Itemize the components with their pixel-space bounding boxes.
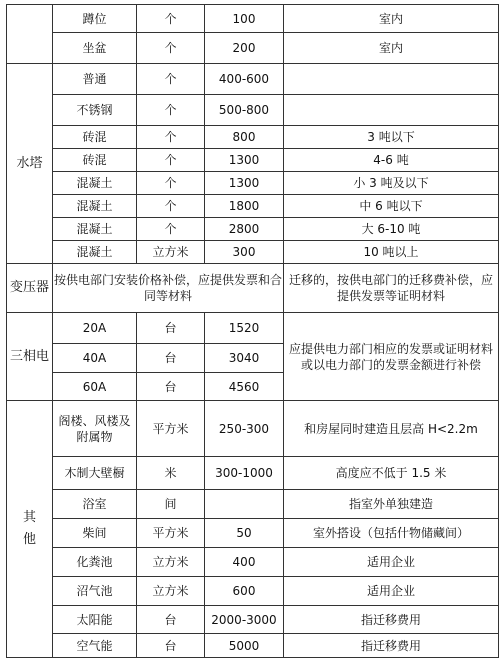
table-row (7, 126, 499, 149)
item-price: 3040 (205, 344, 284, 373)
item-unit: 台 (137, 373, 205, 401)
item-price: 400-600 (205, 64, 284, 95)
item-note: 中 6 吨以下 (284, 195, 499, 218)
item-name: 不锈钢 (53, 95, 137, 126)
item-price: 500-800 (205, 95, 284, 126)
item-note: 10 吨以上 (284, 241, 499, 264)
item-unit: 个 (137, 172, 205, 195)
item-name: 太阳能 (53, 606, 137, 634)
item-name: 混凝土 (53, 195, 137, 218)
item-price: 200 (205, 33, 284, 64)
item-name: 浴室 (53, 490, 137, 519)
table-row (7, 519, 499, 548)
item-note: 指室外单独建造 (284, 490, 499, 519)
item-note: 3 吨以下 (284, 126, 499, 149)
table-row (7, 218, 499, 241)
item-unit: 立方米 (137, 577, 205, 606)
item-unit: 台 (137, 344, 205, 373)
table-row (7, 5, 499, 33)
table-row (7, 606, 499, 634)
table-row (7, 264, 499, 313)
category-cell (7, 5, 53, 64)
item-name: 60A (53, 373, 137, 401)
item-price: 600 (205, 577, 284, 606)
table-row (7, 490, 499, 519)
item-note: 指迁移费用 (284, 606, 499, 634)
item-unit: 台 (137, 606, 205, 634)
item-price: 2000-3000 (205, 606, 284, 634)
transformer-install-note: 按供电部门安装价格补偿，应提供发票和合同等材料 (53, 264, 284, 313)
table-row (7, 149, 499, 172)
item-unit: 平方米 (137, 519, 205, 548)
table-row (7, 64, 499, 95)
item-price: 1520 (205, 313, 284, 344)
compensation-table (6, 4, 499, 658)
table-row (7, 172, 499, 195)
item-unit: 个 (137, 33, 205, 64)
item-name: 柴间 (53, 519, 137, 548)
category-other: 其 他 (7, 401, 53, 658)
item-unit: 台 (137, 313, 205, 344)
item-note: 室内 (284, 33, 499, 64)
item-price (205, 490, 284, 519)
item-note: 适用企业 (284, 548, 499, 577)
item-price: 50 (205, 519, 284, 548)
item-unit: 个 (137, 149, 205, 172)
item-name: 化粪池 (53, 548, 137, 577)
item-name: 沼气池 (53, 577, 137, 606)
category-three-phase: 三相电 (7, 313, 53, 401)
item-unit: 平方米 (137, 401, 205, 457)
item-unit: 个 (137, 95, 205, 126)
item-name: 坐盆 (53, 33, 137, 64)
item-unit: 米 (137, 457, 205, 490)
item-price: 1300 (205, 149, 284, 172)
item-price: 800 (205, 126, 284, 149)
item-note: 小 3 吨及以下 (284, 172, 499, 195)
item-note: 适用企业 (284, 577, 499, 606)
three-phase-note: 应提供电力部门相应的发票或证明材料或以电力部门的发票金额进行补偿 (284, 313, 499, 401)
item-unit: 个 (137, 64, 205, 95)
item-name: 混凝土 (53, 241, 137, 264)
item-price: 300 (205, 241, 284, 264)
table-row (7, 313, 499, 344)
item-price: 1300 (205, 172, 284, 195)
item-name: 蹲位 (53, 5, 137, 33)
item-name: 砖混 (53, 149, 137, 172)
item-unit: 个 (137, 195, 205, 218)
table-row (7, 401, 499, 457)
item-price: 2800 (205, 218, 284, 241)
item-note: 高度应不低于 1.5 米 (284, 457, 499, 490)
item-price: 4560 (205, 373, 284, 401)
table-row (7, 634, 499, 658)
item-name: 阁楼、风楼及附属物 (53, 401, 137, 457)
item-unit: 间 (137, 490, 205, 519)
table-row (7, 33, 499, 64)
item-note (284, 95, 499, 126)
item-unit: 个 (137, 218, 205, 241)
item-note: 室内 (284, 5, 499, 33)
category-water-tower: 水塔 (7, 64, 53, 264)
table-row (7, 95, 499, 126)
item-unit: 个 (137, 126, 205, 149)
item-name: 混凝土 (53, 172, 137, 195)
item-price: 300-1000 (205, 457, 284, 490)
table-row (7, 241, 499, 264)
item-note: 4-6 吨 (284, 149, 499, 172)
table-row (7, 195, 499, 218)
item-name: 40A (53, 344, 137, 373)
item-name: 砖混 (53, 126, 137, 149)
item-name: 普通 (53, 64, 137, 95)
item-name: 空气能 (53, 634, 137, 658)
item-note: 指迁移费用 (284, 634, 499, 658)
item-name: 混凝土 (53, 218, 137, 241)
table-row (7, 577, 499, 606)
table-row (7, 457, 499, 490)
item-note: 室外搭设（包括什物储藏间） (284, 519, 499, 548)
item-price: 5000 (205, 634, 284, 658)
item-unit: 立方米 (137, 548, 205, 577)
category-transformer: 变压器 (7, 264, 53, 313)
item-price: 250-300 (205, 401, 284, 457)
transformer-move-note: 迁移的，按供电部门的迁移费补偿，应提供发票等证明材料 (284, 264, 499, 313)
item-price: 100 (205, 5, 284, 33)
item-name: 20A (53, 313, 137, 344)
item-name: 木制大壁橱 (53, 457, 137, 490)
item-note: 和房屋同时建造且层高 H<2.2m (284, 401, 499, 457)
item-unit: 个 (137, 5, 205, 33)
item-unit: 台 (137, 634, 205, 658)
item-price: 400 (205, 548, 284, 577)
table-row (7, 548, 499, 577)
item-note (284, 64, 499, 95)
item-price: 1800 (205, 195, 284, 218)
item-unit: 立方米 (137, 241, 205, 264)
item-note: 大 6-10 吨 (284, 218, 499, 241)
